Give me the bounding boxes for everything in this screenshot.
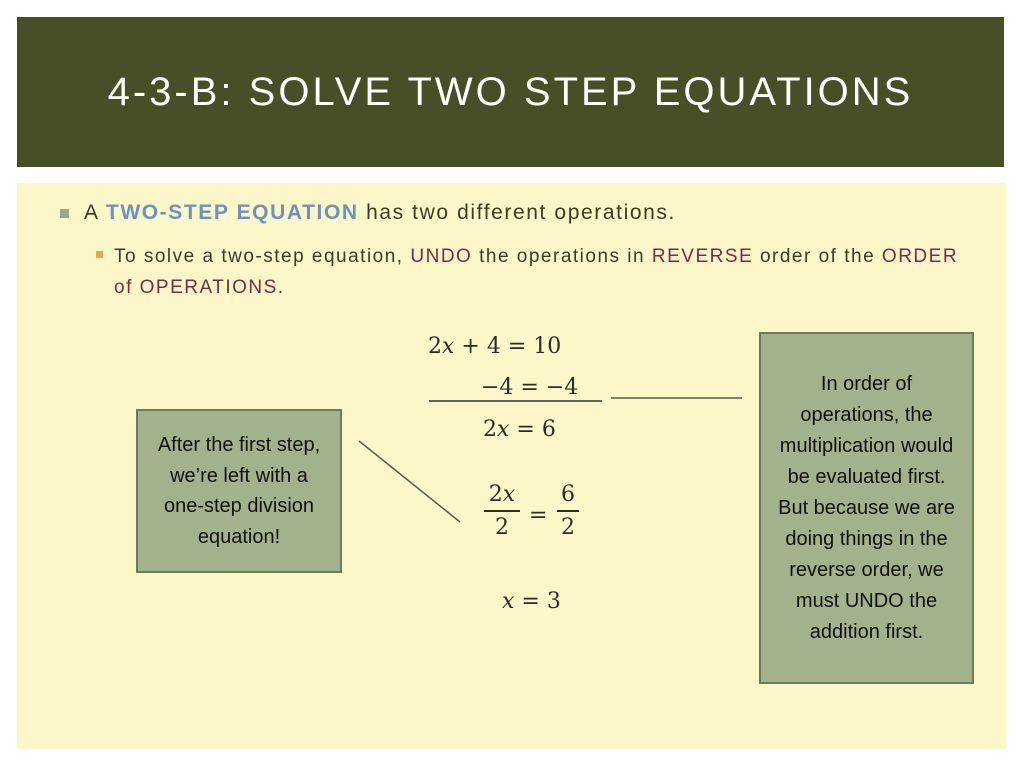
bullet-sub-part2: the operations in	[472, 246, 652, 267]
right-callout-text: In order of operations, the multiplication would be evaluated first. But because we are doing things in the reverse order, we must UNDO the addition first.	[778, 372, 955, 643]
left-callout-text: After the first step, we’re left with a one-step division equation!	[157, 434, 321, 548]
reverse-term: REVERSE	[651, 246, 754, 267]
left-callout-pointer	[359, 441, 460, 522]
left-callout-box	[136, 409, 342, 573]
fraction-left-denominator: 2	[495, 514, 509, 540]
fraction-right-denominator: 2	[561, 514, 575, 540]
eq3-coef: 2	[483, 417, 497, 442]
equation-line-2: −4 = −4	[481, 375, 579, 400]
eq1-coef: 2	[428, 334, 442, 359]
bullet-sub-end: .	[277, 277, 285, 298]
bullet-sub-part3: order of the	[753, 246, 882, 267]
order-of-operations-term: ORDER of OPERATIONS	[114, 246, 959, 298]
bullet-main-suffix: has two different operations.	[358, 201, 676, 224]
bullet-sub-part1: To solve a two-step equation,	[114, 246, 411, 267]
fraction-equals: =	[529, 503, 548, 528]
right-callout-box	[759, 332, 974, 684]
answer-var: x	[502, 589, 515, 614]
frac-left-num-var: x	[502, 482, 516, 507]
slide-title: 4-3-B: SOLVE TWO STEP EQUATIONS	[107, 69, 914, 114]
eq1-rest: + 4 = 10	[454, 334, 562, 359]
undo-term: UNDO	[410, 246, 473, 267]
answer-rest: = 3	[514, 589, 561, 614]
frac-left-num-coef: 2	[488, 482, 503, 507]
eq1-var: x	[442, 334, 455, 359]
eq3-rest: = 6	[509, 417, 556, 442]
fraction-right-numerator: 6	[561, 482, 575, 507]
two-step-equation-term: TWO-STEP EQUATION	[105, 201, 359, 224]
bullet-main-prefix: A	[84, 201, 106, 224]
eq3-var: x	[497, 417, 510, 442]
